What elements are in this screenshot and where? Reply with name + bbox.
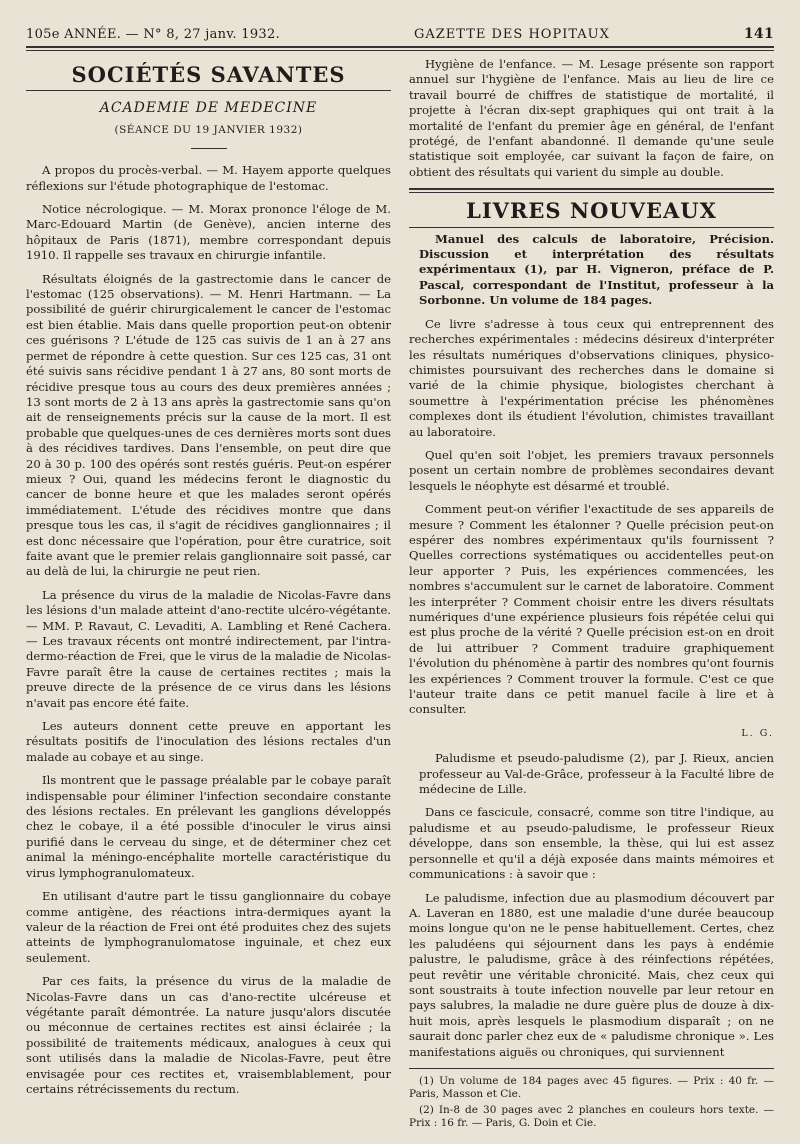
book-title: Paludisme et pseudo-paludisme (2), par J. Rieux, ancien professeur au Val-de-Grâce, professeur à la Faculté libre de médecine de Lille. [419, 751, 774, 797]
page-number: 141 [743, 26, 774, 42]
review-signature: L. G. [741, 727, 774, 739]
paragraph: La présence du virus de la maladie de Nicolas-Favre dans les lésions d'un malade atteint d'ano-rectite ulcéro-végétante. — MM. P. Ravaut, C. Levaditi, A. Lambling et René Cachera. — Les travaux récents ont montré indirectement, par l'intra-dermo-réaction de Frei, que le virus de la maladie de Nicolas-Favre paraît être la cause de certaines rectites ; mais la preuve directe de la présence de ce virus dans les lésions n'avait pas encore été faite. [26, 587, 391, 710]
right-column [409, 57, 774, 1133]
paragraph: Quel qu'en soit l'objet, les premiers travaux personnels posent un certain nombre de problèmes secondaires devant lesquels le néophyte est désarmé et troublé. [409, 447, 774, 493]
divider [26, 90, 391, 91]
paragraph: Le paludisme, infection due au plasmodium découvert par A. Laveran en 1880, est une maladie d'une durée beaucoup moins longue qu'on ne le pense habituellement. Certes, chez les paludéens qui séjournent dans les pays à endémie palustre, le paludisme, grâce à des réinfections répétées, peut revêtir une véritable chronicité. Mais, chez ceux qui sont soustraits à toute infection nouvelle par leur retour en pays salubres, la maladie ne dure guère plus de douze à dix-huit mois, après lesquels le plasmodium disparaît ; on ne saurait donc parler chez eux de « paludisme chronique ». Les manifestations aiguës ou chroniques, qui surviennent [409, 890, 774, 1059]
short-divider [191, 148, 227, 149]
footnotes [409, 1075, 774, 1130]
section-rule [409, 188, 774, 193]
academy-heading: ACADEMIE DE MEDECINE [99, 100, 318, 117]
divider [409, 227, 774, 228]
footnote-rule [409, 1068, 774, 1069]
journal-title: GAZETTE DES HOPITAUX [414, 27, 610, 42]
issue-info: 105e ANNÉE. — N° 8, 27 janv. 1932. [26, 27, 281, 42]
two-column-body [26, 57, 774, 1133]
paragraph: Par ces faits, la présence du virus de la maladie de Nicolas-Favre dans un cas d'ano-rectite ulcéreuse et végétante paraît démontrée. La nature jusqu'alors discutée ou méconnue de certaines rectites est ainsi éclairée ; la possibilité de traitements médicaux, analogues à ceux qui sont utilisés dans la maladie de Nicolas-Favre, peut être envisagée pour ces rectites et, vraisemblablement, pour certains rétrécissements du rectum. [26, 974, 391, 1096]
paragraph: Ils montrent que le passage préalable par le cobaye paraît indispensable pour éliminer l'infection secondaire constante des lésions rectales. En prélevant les ganglions développés chez le cobaye, il a été possible d'inoculer le virus ainsi purifié dans le cerveau du singe, et de déterminer chez cet animal la méningo-encéphalite mortelle caractéristique du virus lymphogranulomateux. [26, 773, 391, 880]
seance-date: (SÉANCE DU 19 JANVIER 1932) [114, 123, 303, 136]
header-rule [26, 46, 774, 51]
paragraph: En utilisant d'autre part le tissu ganglionnaire du cobaye comme antigène, des réactions intra-dermiques ayant la valeur de la réaction de Frei ont été produites chez des sujets atteints de lymphogranulomatose inguinale, et chez eux seulement. [26, 889, 391, 965]
paragraph: A propos du procès-verbal. — M. Hayem apporte quelques réflexions sur l'étude photographique de l'estomac. [26, 163, 391, 193]
footnote: (1) Un volume de 184 pages avec 45 figures. — Prix : 40 fr. — Paris, Masson et Cie. [409, 1074, 774, 1100]
section-title-societes: SOCIÉTÉS SAVANTES [71, 62, 346, 87]
paragraph: Les auteurs donnent cette preuve en apportant les résultats positifs de l'inoculation des lésions rectales d'un malade au cobaye et au singe. [26, 719, 391, 764]
running-header [26, 26, 774, 42]
section-title-livres: LIVRES NOUVEAUX [466, 198, 717, 224]
paragraph: Résultats éloignés de la gastrectomie dans le cancer de l'estomac (125 observations). — M. Henri Hartmann. — La possibilité de guérir chirurgicalement le cancer de l'estomac est bien établie. Mais dans quelle proportion peut-on obtenir ces guérisons ? L'étude de 125 cas suivis de 1 an à 27 ans permet de répondre à cette question. Sur ces 125 cas, 31 ont été suivis sans récidive pendant 1 à 27 ans, 80 sont morts de récidive presque tous au cours des deux premières années ; 13 sont morts de 2 à 13 ans après la gastrectomie sans qu'on ait de renseignements précis sur la cause de la mort. Il est probable que quelques-unes de ces dernières morts sont dues à des récidives tardives. Dans l'ensemble, on peut dire que 20 à 30 p. 100 des opérés sont restés guéris. Peut-on espérer mieux ? Oui, quand les médecins feront le diagnostic du cancer de bonne heure et que les malades seront opérés immédiatement. L'étude des récidives montre que dans presque tous les cas, il s'agit de récidives ganglionnaires ; il est donc nécessaire que l'opération, pour être curatrice, soit faite avant que le premier relais ganglionnaire soit passé, car au delà de lui, la chirurgie ne peut rien. [26, 271, 391, 579]
left-column [26, 57, 391, 1133]
paragraph: Comment peut-on vérifier l'exactitude de ses appareils de mesure ? Comment les étalonner ? Quelle précision peut-on espérer des nombres expérimentaux qu'ils fournissent ? Quelles corrections systématiques ou accidentelles peut-on leur apporter ? Puis, les expériences commencées, les nombres s'accumulent sur le carnet de laboratoire. Comment les interpréter ? Comment choisir entre les divers résultats numériques d'une expérience plusieurs fois répétée celui qui est plus proche de la vérité ? Quelle précision est-on en droit de lui attribuer ? Comment traduire graphiquement l'évolution du phénomène à partir des nombres qu'ont fournis les expériences ? Comment trouver la formule. C'est ce que l'auteur traite dans ce petit manuel facile à lire et à consulter. [409, 502, 774, 717]
paragraph: Notice nécrologique. — M. Morax prononce l'éloge de M. Marc-Edouard Martin (de Genève), ancien interne des hôpitaux de Paris (1871), membre correspondant depuis 1910. Il rappelle ses travaux en chirurgie infantile. [26, 202, 391, 263]
footnote: (2) In-8 de 30 pages avec 2 planches en couleurs hors texte. — Prix : 16 fr. — Paris, G. Doin et Cie. [409, 1103, 774, 1129]
book-title: Manuel des calculs de laboratoire, Précision. Discussion et interprétation des résultats expérimentaux (1), par H. Vigneron, préface de P. Pascal, correspondant de l'Institut, professeur à la Sorbonne. Un volume de 184 pages. [419, 231, 774, 308]
paragraph: Hygiène de l'enfance. — M. Lesage présente son rapport annuel sur l'hygiène de l'enfance. Mais au lieu de lire ce travail bourré de chiffres de statistique de mortalité, il projette à l'écran dix-sept graphiques qui ont trait à la mortalité de l'enfant du premier âge en général, de l'enfant protégé, de l'enfant abandonné. Il demande qu'une seule statistique soit employée, car suivant la façon de faire, on obtient des résultats qui varient du simple au double. [409, 57, 774, 179]
paragraph: Ce livre s'adresse à tous ceux qui entreprennent des recherches expérimentales : médecins désireux d'interpréter les résultats numériques d'observations cliniques, physico-chimistes poursuivant des recherches dans le domaine si varié de la chimie physique, biologistes cherchant à soumettre à l'expérimentation précise les phénomènes complexes dont ils étudient l'évolution, chimistes travaillant au laboratoire. [409, 316, 774, 439]
paragraph: Dans ce fascicule, consacré, comme son titre l'indique, au paludisme et au pseudo-paludisme, le professeur Rieux développe, dans son ensemble, la thèse, qui lui est assez personnelle et qu'il a déjà exposée dans maints mémoires et communications : à savoir que : [409, 805, 774, 882]
